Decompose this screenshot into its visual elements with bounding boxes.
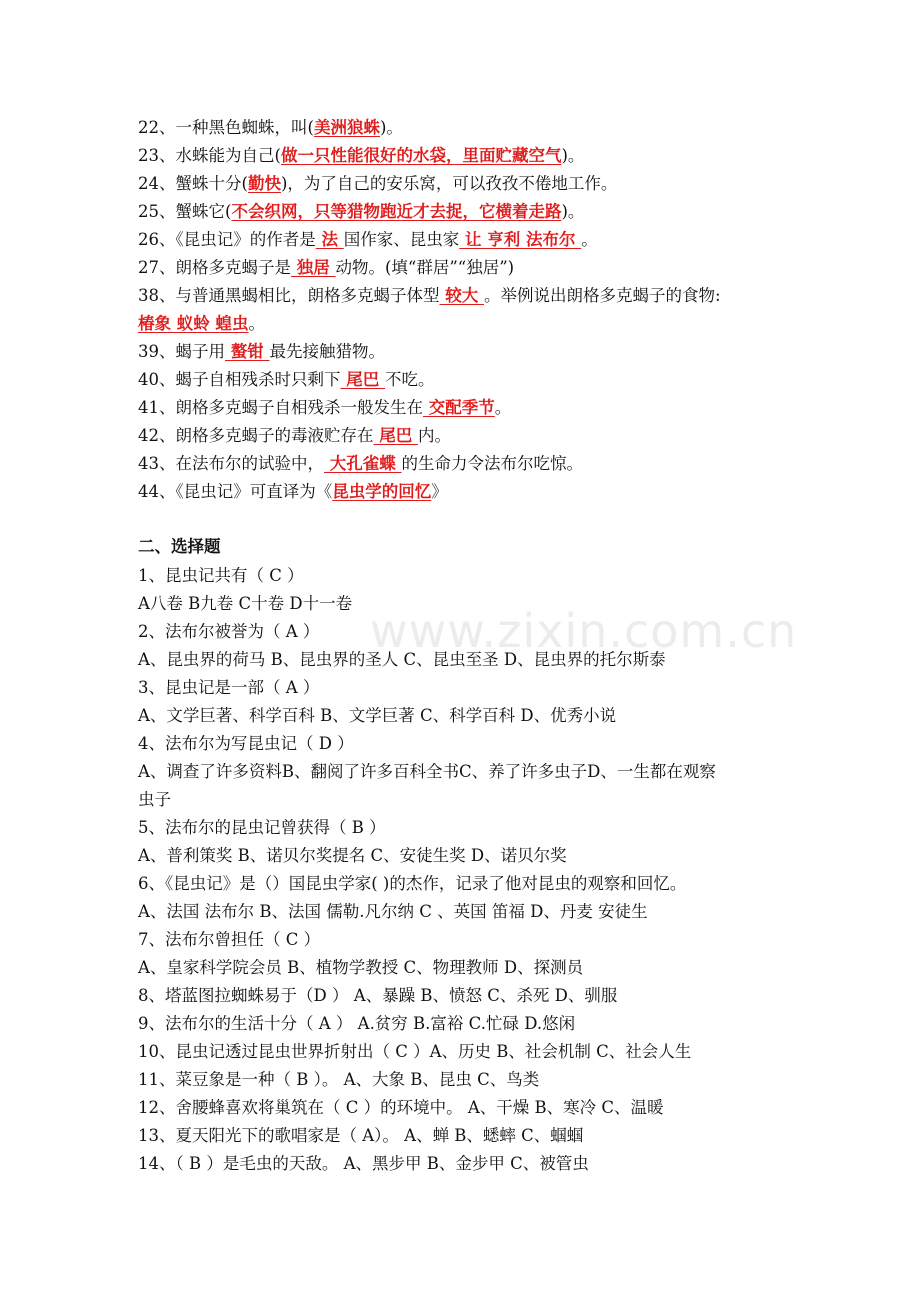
answer: 大孔雀蝶: [324, 454, 402, 473]
question-text: 不吃。: [385, 370, 435, 389]
fill-question-22: [138, 114, 788, 142]
question-text: )。: [561, 146, 585, 165]
question-text: 。举例说出朗格多克蝎子的食物:: [484, 286, 721, 305]
answer: 美洲狼蛛: [313, 118, 380, 137]
fill-question-24: [138, 170, 788, 198]
fill-question-42: [138, 422, 788, 450]
choice-line: 7、法布尔曾担任（ C ）: [138, 930, 321, 949]
choice-line: 3、昆虫记是一部（ A ）: [138, 678, 320, 697]
question-text: 39、蝎子用: [138, 342, 225, 361]
answer: 椿象 蚁蛉 蝗虫: [138, 314, 249, 333]
question-text: 国作家、昆虫家: [343, 230, 460, 249]
question-text: 38、与普通黑蝎相比，朗格多克蝎子体型: [138, 286, 440, 305]
fill-question-41: [138, 394, 788, 422]
fill-question-23: [138, 142, 788, 170]
question-text: 23、水蛛能为自己(: [138, 146, 281, 165]
answer: 交配季节: [423, 398, 495, 417]
choice-line: A、普利策奖 B、诺贝尔奖提名 C、安徒生奖 D、诺贝尔奖: [138, 846, 567, 865]
question-text: 41、朗格多克蝎子自相残杀一般发生在: [138, 398, 423, 417]
question-text: 26、《昆虫记》的作者是: [138, 230, 316, 249]
question-text: 24、蟹蛛十分(: [138, 174, 248, 193]
question-text: )，为了自己的安乐窝，可以孜孜不倦地工作。: [280, 174, 618, 193]
choice-line: A、文学巨著、科学百科 B、文学巨著 C、科学百科 D、优秀小说: [138, 706, 617, 725]
document-page: [138, 114, 788, 1178]
fill-question-38: [138, 282, 788, 310]
choice-line: 8、塔蓝图拉蜘蛛易于（D ） A、暴躁 B、愤怒 C、杀死 D、驯服: [138, 986, 618, 1005]
choice-line: A、皇家科学院会员 B、植物学教授 C、物理教师 D、探测员: [138, 958, 584, 977]
choice-line: A、调查了许多资料B、翻阅了许多百科全书C、养了许多虫子D、一生都在观察: [138, 762, 716, 781]
fill-question-27: [138, 254, 788, 282]
answer: 让 亨利 法布尔: [459, 230, 582, 249]
choice-line: 虫子: [138, 790, 171, 809]
question-text: 》: [431, 482, 448, 501]
answer: 不会织网，只等猎物跑近才去捉，它横着走路: [231, 202, 562, 221]
fill-question-25: [138, 198, 788, 226]
answer: 独居: [291, 258, 336, 277]
answer: 尾巴: [373, 426, 418, 445]
choice-line: A八卷 B九卷 C十卷 D十一卷: [138, 594, 353, 613]
choice-line: 6、《昆虫记》是（）国昆虫学家( )的杰作，记录了他对昆虫的观察和回忆。: [138, 874, 687, 893]
fill-question-38-continued: [138, 310, 788, 338]
answer: 螯钳: [225, 342, 270, 361]
question-text: 25、蟹蛛它(: [138, 202, 232, 221]
question-text: 44、《昆虫记》可直译为《: [138, 482, 333, 501]
choice-line: A、法国 法布尔 B、法国 儒勒.凡尔纳 C 、英国 笛福 D、丹麦 安徒生: [138, 902, 648, 921]
section-spacer: [138, 506, 788, 532]
answer: 做一只性能很好的水袋，里面贮藏空气: [280, 146, 562, 165]
answer: 法: [315, 230, 344, 249]
question-text: 27、朗格多克蝎子是: [138, 258, 291, 277]
fill-question-40: [138, 366, 788, 394]
answer: 昆虫学的回忆: [332, 482, 432, 501]
choice-line: 12、舍腰蜂喜欢将巢筑在（ C ）的环境中。 A、干燥 B、寒冷 C、温暖: [138, 1098, 664, 1117]
answer: 勤快: [247, 174, 281, 193]
fill-question-44: [138, 478, 788, 506]
question-text: 。: [494, 398, 512, 417]
answer: 尾巴: [340, 370, 385, 389]
question-text: 内。: [418, 426, 451, 445]
question-text: 43、在法布尔的试验中，: [138, 454, 324, 473]
watermark: www.zixin.com.cn: [370, 604, 798, 658]
question-text: 40、蝎子自相残杀时只剩下: [138, 370, 341, 389]
question-text: 22、一种黑色蜘蛛，叫(: [138, 118, 314, 137]
fill-question-43: [138, 450, 788, 478]
question-text: )。: [379, 118, 403, 137]
question-text: 42、朗格多克蝎子的毒液贮存在: [138, 426, 374, 445]
choice-line: 13、夏天阳光下的歌唱家是（ A）。 A、蝉 B、蟋蟀 C、蝈蝈: [138, 1126, 584, 1145]
question-text: 最先接触猎物。: [269, 342, 385, 361]
choice-line: 4、法布尔为写昆虫记（ D ）: [138, 734, 354, 753]
question-text: 。: [248, 314, 265, 333]
choice-line: 11、菜豆象是一种（ B ）。 A、大象 B、昆虫 C、鸟类: [138, 1070, 540, 1089]
choice-line: 14、（ B ）是毛虫的天敌。 A、黑步甲 B、金步甲 C、被管虫: [138, 1154, 589, 1173]
fill-question-39: [138, 338, 788, 366]
answer: 较大: [439, 286, 484, 305]
choice-line: 9、法布尔的生活十分（ A ） A.贫穷 B.富裕 C.忙碌 D.悠闲: [138, 1014, 576, 1033]
choice-line: 5、法布尔的昆虫记曾获得（ B ）: [138, 818, 386, 837]
question-text: 动物。(填“群居”“独居”): [335, 258, 515, 277]
choice-line: 10、昆虫记透过昆虫世界折射出（ C ）A、历史 B、社会机制 C、社会人生: [138, 1042, 692, 1061]
question-text: )。: [561, 202, 585, 221]
question-text: 的生命力令法布尔吃惊。: [401, 454, 583, 473]
choice-line: A、昆虫界的荷马 B、昆虫界的圣人 C、昆虫至圣 D、昆虫界的托尔斯泰: [138, 650, 666, 669]
question-text: 。: [581, 230, 598, 249]
choice-line: 2、法布尔被誉为（ A ）: [138, 622, 320, 641]
section-title: 二、选择题: [138, 537, 221, 556]
choice-line: 1、昆虫记共有（ C ）: [138, 566, 304, 585]
fill-question-26: [138, 226, 788, 254]
